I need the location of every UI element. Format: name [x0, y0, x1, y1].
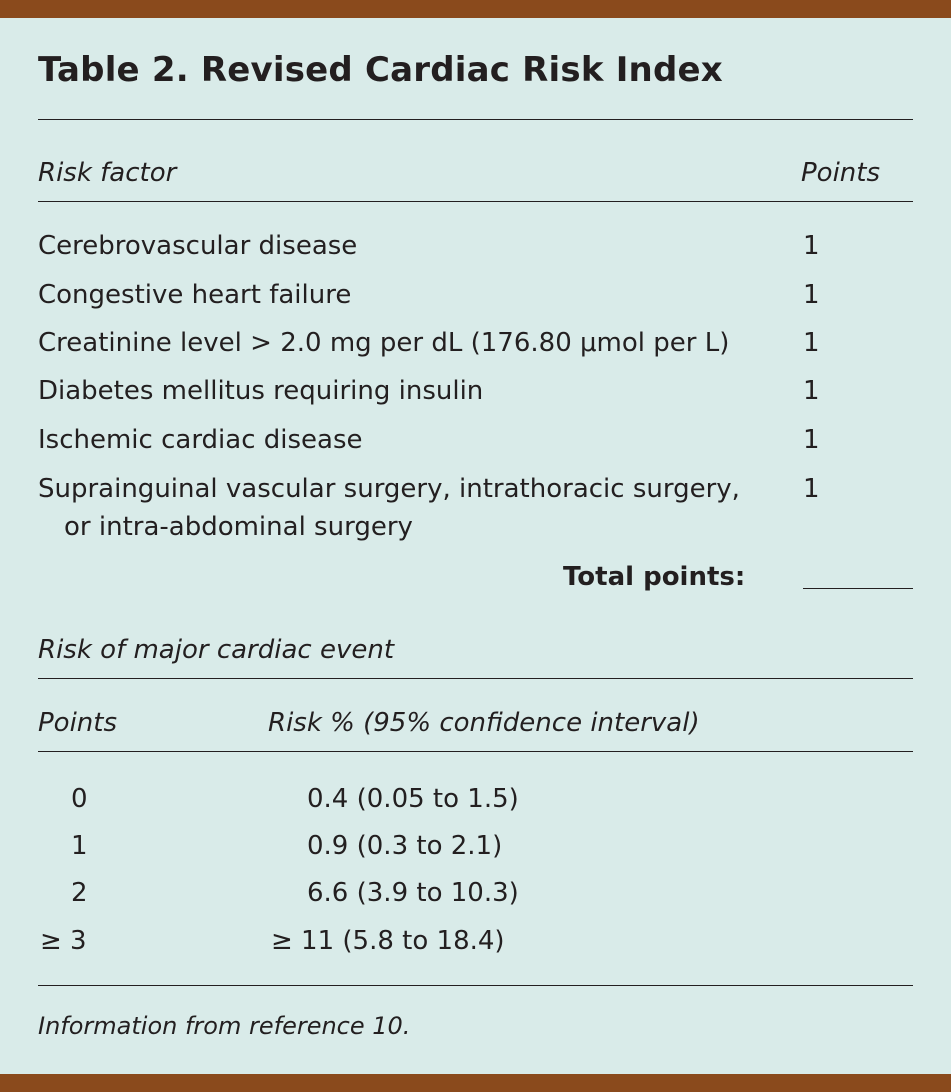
- risk-factor-points: 1: [803, 474, 820, 504]
- total-points-blank: [803, 588, 913, 589]
- points-header: Points: [801, 158, 881, 188]
- risk-row-points: 0: [71, 784, 88, 814]
- risk-factor-points: 1: [803, 328, 820, 358]
- risk-row-value: 0.4 (0.05 to 1.5): [307, 784, 519, 814]
- risk-percent-header: Risk % (95% confidence interval): [268, 708, 700, 738]
- total-points-label: Total points:: [563, 562, 746, 592]
- risk-factor-label-continued: or intra-abdominal surgery: [64, 512, 413, 542]
- risk-header-rule: [38, 751, 913, 752]
- header-rule: [38, 201, 913, 202]
- risk-factor-points: 1: [803, 376, 820, 406]
- risk-factor-label: Cerebrovascular disease: [38, 231, 358, 261]
- risk-row-value: ≥ 11 (5.8 to 18.4): [271, 926, 505, 956]
- bottom-accent-bar: [0, 1074, 951, 1092]
- risk-factor-points: 1: [803, 231, 820, 261]
- risk-factor-label: Creatinine level > 2.0 mg per dL (176.80 μmol per L): [38, 328, 730, 358]
- table-title: Table 2. Revised Cardiac Risk Index: [38, 50, 723, 90]
- risk-factor-points: 1: [803, 425, 820, 455]
- risk-factor-header: Risk factor: [38, 158, 177, 188]
- footnote: Information from reference 10.: [38, 1012, 411, 1040]
- title-rule: [38, 119, 913, 120]
- risk-section-title: Risk of major cardiac event: [38, 635, 395, 665]
- risk-factor-points: 1: [803, 280, 820, 310]
- bottom-rule: [38, 985, 913, 986]
- risk-row-value: 6.6 (3.9 to 10.3): [307, 878, 519, 908]
- risk-section-rule: [38, 678, 913, 679]
- risk-row-points: 1: [71, 831, 88, 861]
- risk-factor-label: Congestive heart failure: [38, 280, 352, 310]
- risk-row-points: ≥ 3: [40, 926, 87, 956]
- risk-factor-label: Suprainguinal vascular surgery, intrathoracic surgery,: [38, 474, 740, 504]
- risk-row-points: 2: [71, 878, 88, 908]
- risk-row-value: 0.9 (0.3 to 2.1): [307, 831, 503, 861]
- risk-factor-label: Ischemic cardiac disease: [38, 425, 363, 455]
- risk-factor-label: Diabetes mellitus requiring insulin: [38, 376, 484, 406]
- top-accent-bar: [0, 0, 951, 18]
- risk-points-header: Points: [38, 708, 118, 738]
